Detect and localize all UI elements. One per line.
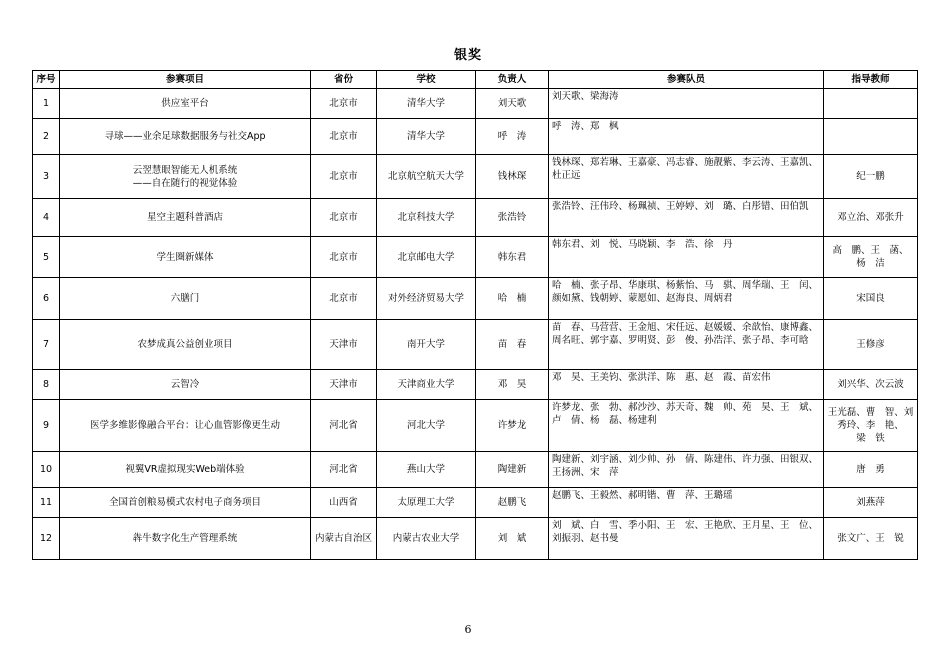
cell-school: 内蒙古农业大学 (377, 518, 476, 560)
cell-school: 对外经济贸易大学 (377, 278, 476, 320)
cell-leader: 许梦龙 (476, 400, 549, 452)
cell-school: 清华大学 (377, 119, 476, 155)
cell-project: 云翌慧眼智能无人机系统 ——自在随行的视觉体验 (60, 155, 311, 199)
cell-no: 5 (33, 237, 60, 278)
cell-project: 学生圈新媒体 (60, 237, 311, 278)
cell-advisor (824, 119, 918, 155)
cell-leader: 呼 涛 (476, 119, 549, 155)
cell-school: 南开大学 (377, 320, 476, 370)
cell-province: 天津市 (311, 370, 377, 400)
cell-project: 星空主题科普酒店 (60, 199, 311, 237)
cell-advisor: 唐 勇 (824, 452, 918, 488)
cell-province: 天津市 (311, 320, 377, 370)
table-body (33, 89, 918, 560)
cell-province: 北京市 (311, 199, 377, 237)
table-row (33, 237, 918, 278)
cell-school: 河北大学 (377, 400, 476, 452)
cell-advisor (824, 89, 918, 119)
cell-members: 刘天歌、梁海涛 (549, 89, 824, 119)
cell-province: 北京市 (311, 155, 377, 199)
header-row (33, 71, 918, 89)
table-row (33, 518, 918, 560)
header-school: 学校 (377, 71, 476, 89)
table-row (33, 278, 918, 320)
cell-project: 犇牛数字化生产管理系统 (60, 518, 311, 560)
cell-project: 六膳门 (60, 278, 311, 320)
cell-leader: 邓 昊 (476, 370, 549, 400)
cell-project: 寻球——业余足球数据服务与社交App (60, 119, 311, 155)
cell-province: 北京市 (311, 119, 377, 155)
cell-advisor: 刘燕萍 (824, 488, 918, 518)
page-number: 6 (464, 623, 472, 636)
cell-members: 刘 斌、白 雪、季小阳、王 宏、王艳欣、王月星、王 位、刘振羽、赵书曼 (549, 518, 824, 560)
cell-leader: 钱林琛 (476, 155, 549, 199)
cell-province: 北京市 (311, 237, 377, 278)
table-row (33, 488, 918, 518)
cell-leader: 张浩铃 (476, 199, 549, 237)
award-table (32, 70, 918, 560)
table-row (33, 320, 918, 370)
cell-school: 北京航空航天大学 (377, 155, 476, 199)
cell-advisor: 刘兴华、次云波 (824, 370, 918, 400)
cell-school: 燕山大学 (377, 452, 476, 488)
cell-school: 太原理工大学 (377, 488, 476, 518)
cell-province: 北京市 (311, 278, 377, 320)
cell-no: 12 (33, 518, 60, 560)
cell-members: 陶建新、刘宇涵、刘少帅、孙 倩、陈建伟、许力强、田银双、王扬洲、宋 萍 (549, 452, 824, 488)
cell-no: 4 (33, 199, 60, 237)
cell-leader: 韩东君 (476, 237, 549, 278)
cell-advisor: 纪一鹏 (824, 155, 918, 199)
cell-no: 9 (33, 400, 60, 452)
cell-province: 河北省 (311, 452, 377, 488)
header-leader: 负责人 (476, 71, 549, 89)
page-title: 银奖 (453, 48, 482, 63)
cell-leader: 刘天歌 (476, 89, 549, 119)
cell-project: 农梦成真公益创业项目 (60, 320, 311, 370)
cell-no: 3 (33, 155, 60, 199)
cell-no: 1 (33, 89, 60, 119)
cell-no: 7 (33, 320, 60, 370)
cell-members: 张浩铃、汪伟玲、杨珮祯、王婷婷、刘 璐、白彤错、田伯凯 (549, 199, 824, 237)
cell-school: 清华大学 (377, 89, 476, 119)
cell-leader: 苗 春 (476, 320, 549, 370)
header-no: 序号 (33, 71, 60, 89)
cell-members: 呼 涛、郑 枫 (549, 119, 824, 155)
cell-advisor: 高 鹏、王 菡、 杨 洁 (824, 237, 918, 278)
cell-advisor: 张文广、王 锐 (824, 518, 918, 560)
cell-members: 苗 春、马营营、王金旭、宋任远、赵媛媛、余歆怡、康博鑫、周名旺、郭宇嘉、罗明贤、彭 俊、孙浩洋、张子昂、李可晗 (549, 320, 824, 370)
cell-school: 北京科技大学 (377, 199, 476, 237)
cell-advisor: 邓立治、邓张升 (824, 199, 918, 237)
cell-leader: 赵鹏飞 (476, 488, 549, 518)
cell-members: 哈 楠、张子昂、华康琪、杨紫怡、马 骐、周华瑞、王 闰、颜如黛、钱朝婷、蒙愿如、赵海良、周炳君 (549, 278, 824, 320)
cell-school: 北京邮电大学 (377, 237, 476, 278)
cell-leader: 陶建新 (476, 452, 549, 488)
table-row (33, 400, 918, 452)
table-row (33, 119, 918, 155)
header-advisor: 指导教师 (824, 71, 918, 89)
cell-province: 河北省 (311, 400, 377, 452)
cell-no: 11 (33, 488, 60, 518)
table-row (33, 199, 918, 237)
cell-project: 云智冷 (60, 370, 311, 400)
cell-project: 全国首创粮易模式农村电子商务项目 (60, 488, 311, 518)
cell-project: 供应室平台 (60, 89, 311, 119)
cell-school: 天津商业大学 (377, 370, 476, 400)
cell-province: 北京市 (311, 89, 377, 119)
table-row (33, 155, 918, 199)
cell-leader: 刘 斌 (476, 518, 549, 560)
cell-no: 8 (33, 370, 60, 400)
table-row (33, 452, 918, 488)
header-members: 参赛队员 (549, 71, 824, 89)
cell-members: 钱林琛、郑若琳、王嘉豪、冯志睿、施靓紫、李云涛、王嘉凯、杜正远 (549, 155, 824, 199)
cell-project: 医学多维影像融合平台：让心血管影像更生动 (60, 400, 311, 452)
cell-no: 10 (33, 452, 60, 488)
cell-province: 内蒙古自治区 (311, 518, 377, 560)
cell-advisor: 王修彦 (824, 320, 918, 370)
table-row (33, 370, 918, 400)
cell-project: 视翼VR虚拟现实Web端体验 (60, 452, 311, 488)
cell-leader: 哈 楠 (476, 278, 549, 320)
cell-no: 2 (33, 119, 60, 155)
cell-members: 赵鹏飞、王毅然、郝明锴、曹 萍、王璐瑶 (549, 488, 824, 518)
header-project: 参赛项目 (60, 71, 311, 89)
cell-no: 6 (33, 278, 60, 320)
header-province: 省份 (311, 71, 377, 89)
cell-members: 邓 昊、王美钧、张洪洋、陈 惠、赵 霞、苗宏伟 (549, 370, 824, 400)
cell-advisor: 王光磊、曹 智、刘秀玲、李 艳、 梁 铁 (824, 400, 918, 452)
cell-province: 山西省 (311, 488, 377, 518)
cell-members: 许梦龙、张 勃、郝沙沙、苏天奇、魏 帅、苑 昊、王 斌、卢 倩、杨 磊、杨建利 (549, 400, 824, 452)
cell-advisor: 宋国良 (824, 278, 918, 320)
cell-members: 韩东君、刘 悦、马晓颖、李 浩、徐 丹 (549, 237, 824, 278)
table-row (33, 89, 918, 119)
